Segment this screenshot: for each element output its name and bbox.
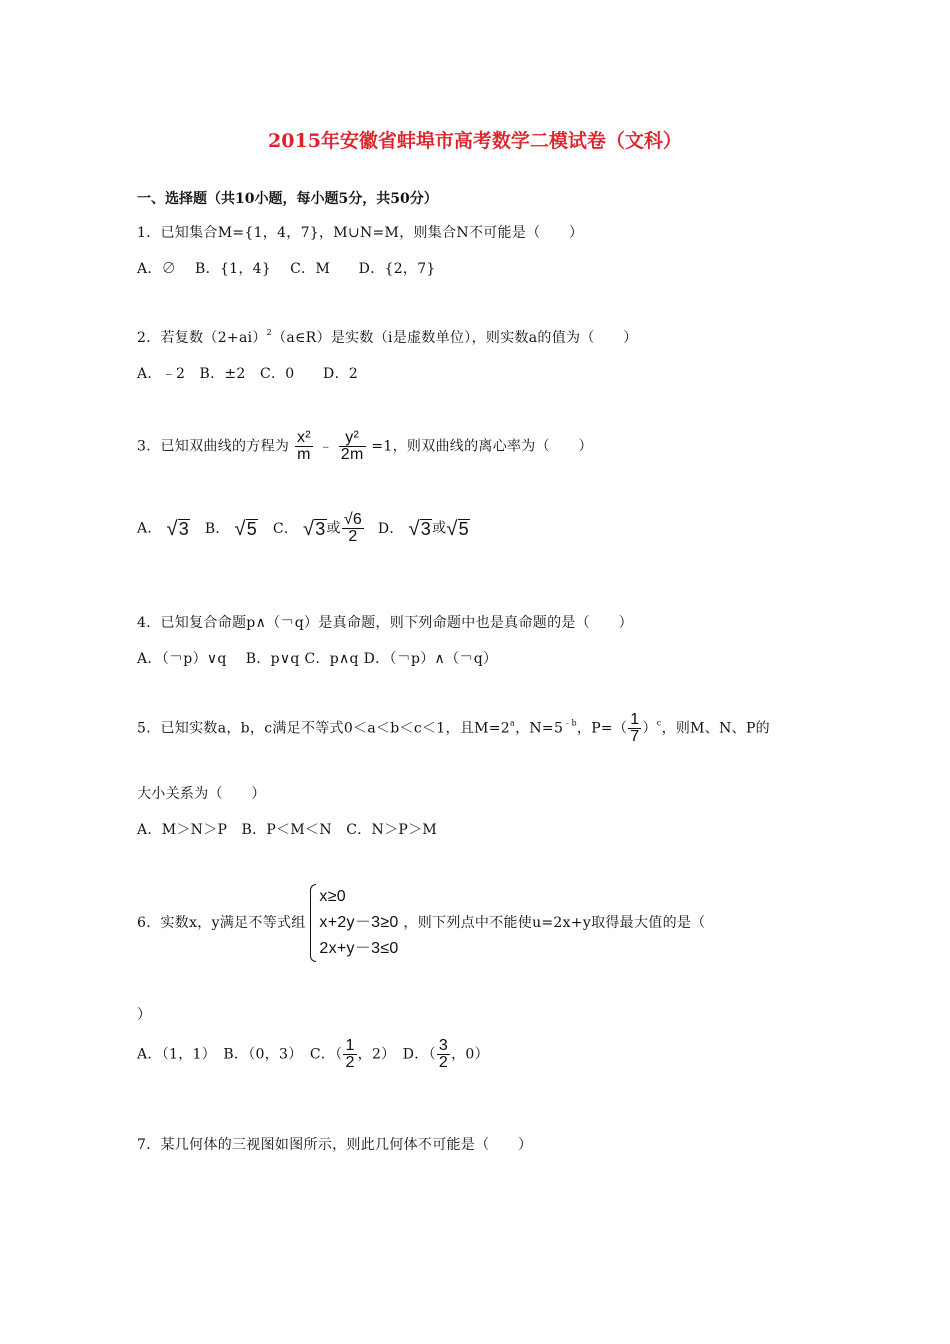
sqrt-icon: √ 3 (408, 517, 432, 540)
q2-stem-a: 2．若复数（2+ai） (137, 330, 267, 346)
question-7-stem: 7．某几何体的三视图如图所示，则此几何体不可能是（ ） (137, 1137, 533, 1153)
q3-label-a: A． (137, 520, 162, 537)
q3-stem-b: =1，则双曲线的离心率为（ ） (371, 438, 593, 455)
fraction-x2-over-m: $\frac{\text{x²}}{m}$ (296, 429, 311, 463)
q3-label-d: D． (377, 520, 404, 537)
inequality-system (310, 884, 398, 962)
inequality-row: x+2y－3≥0 (319, 914, 399, 931)
fraction-1-over-7: $\frac{1}{7}$ (630, 711, 640, 745)
question-5-stem-continued: 大小关系为（ ） (137, 786, 266, 802)
question-5-stem (137, 712, 770, 745)
question-3-stem (137, 430, 593, 463)
question-1-options: A．∅ B．{1，4} C．M D．{2，7} (137, 261, 436, 277)
q3-label-b: B． (204, 520, 230, 537)
question-5-options: A．M＞N＞P B．P＜M＜N C．N＞P＞M (137, 822, 438, 838)
q3-or-text: 或 (432, 520, 447, 537)
sqrt-icon: √ 3 (166, 517, 190, 540)
sqrt-icon: √ 5 (446, 517, 469, 540)
question-2-options: A．﹣2 B．±2 C．0 D．2 (137, 366, 359, 382)
q5-stem-d: ） (642, 720, 657, 737)
inequality-row: 2x+y－3≤0 (319, 940, 399, 957)
inequality-row: x≥0 (319, 888, 346, 905)
fraction-3-over-2: $\frac{3}{2}$ (438, 1037, 449, 1071)
q3-label-c: C． (272, 520, 299, 537)
sqrt-icon: √ 3 (302, 517, 326, 540)
fraction-sqrt6-over-2: $\frac{√6}{2}$ (343, 511, 363, 545)
section-heading: 一、选择题（共10小题，每小题5分，共50分） (137, 191, 438, 207)
page-title: 2015年安徽省蚌埠市高考数学二模试卷（文科） (268, 130, 682, 152)
question-1-stem: 1．已知集合M={1，4，7}，M∪N=M，则集合N不可能是（ ） (137, 225, 584, 241)
question-6-stem-continued: ） (137, 1007, 152, 1023)
q6-stem-b: ，则下列点中不能使u=2x+y取得最大值的是（ (403, 915, 706, 931)
question-2-stem (137, 327, 638, 347)
q2-stem-b: （a∈R）是实数（i是虚数单位），则实数a的值为（ ） (272, 330, 638, 346)
q6-option-c-tail: ，2） D．（ (357, 1046, 436, 1063)
q5-sup-a: a (510, 718, 516, 728)
minus-sign: ﹣ (318, 438, 333, 455)
q6-stem-a: 6．实数x，y满足不等式组 (137, 915, 306, 931)
q5-stem-a: 5．已知实数a，b，c满足不等式0＜a＜b＜c＜1，且M=2 (137, 720, 510, 737)
sqrt-icon: √ 5 (234, 517, 258, 540)
question-6-options (137, 1038, 489, 1071)
fraction-1-over-2: $\frac{1}{2}$ (345, 1037, 355, 1071)
q3-or-text: 或 (326, 520, 341, 537)
q5-stem-c: ，P=（ (576, 720, 628, 737)
question-4-options: A．（￢p）∨q B．p∨q C．p∧q D．（￢p）∧（￢q） (137, 651, 498, 667)
question-3-options (137, 512, 470, 545)
q6-option-d-tail: ，0） (451, 1046, 489, 1063)
q2-superscript: 2 (266, 328, 273, 337)
q5-sup-b: ﹣b (563, 718, 577, 728)
q5-stem-b: ，N=5 (515, 720, 564, 737)
fraction-y2-over-2m: $\frac{\text{y²}}{2m}$ (340, 429, 364, 463)
q5-stem-e: ，则M、N、P的 (661, 720, 770, 737)
left-brace-icon (310, 884, 316, 962)
question-4-stem: 4．已知复合命题p∧（￢q）是真命题，则下列命题中也是真命题的是（ ） (137, 615, 633, 631)
q5-sup-c: c (656, 718, 662, 728)
q6-options-head: A．（1，1） B．（0，3） C．（ (137, 1046, 343, 1063)
q3-stem-a: 3．已知双曲线的方程为 (137, 438, 290, 455)
question-6-stem (137, 884, 705, 962)
